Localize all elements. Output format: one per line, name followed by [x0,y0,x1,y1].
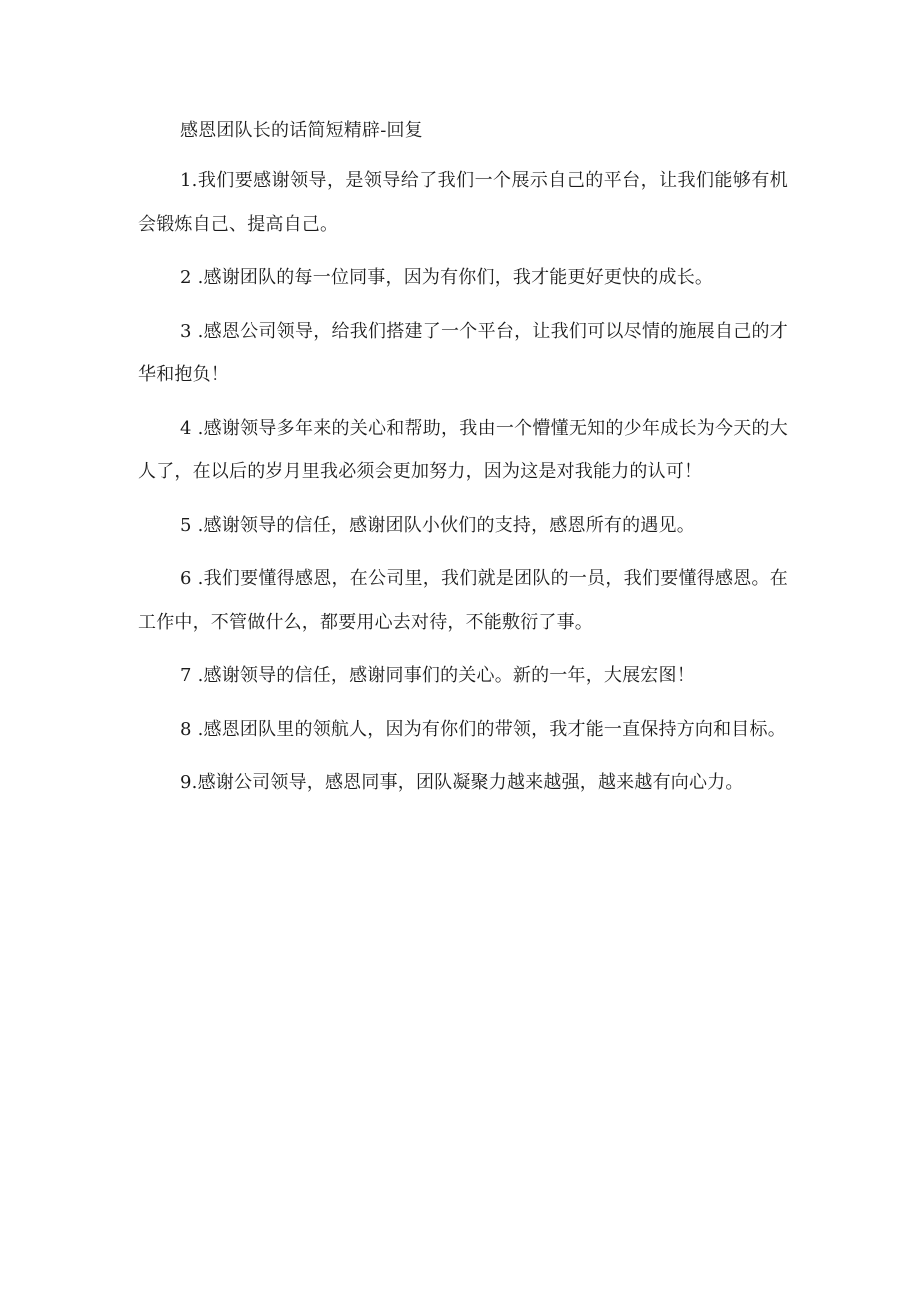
paragraph-2: 2 .感谢团队的每一位同事，因为有你们，我才能更好更快的成长。 [180,267,714,288]
paragraph-7: 7 .感谢领导的信任，感谢同事们的关心。新的一年，大展宏图！ [180,665,695,686]
paragraph-8: 8 .感恩团队里的领航人，因为有你们的带领，我才能一直保持方向和目标。 [180,718,786,740]
paragraph-4: 4 .感谢领导多年来的关心和帮助，我由一个懵懂无知的少年成长为今天的大人了，在以后的岁月里我必须会更加努力，因为这是对我能力的认可！ [138,417,788,482]
document-title: 感恩团队长的话简短精辟-回复 [180,120,423,141]
document-body [138,113,788,805]
paragraph-3: 3 .感恩公司领导，给我们搭建了一个平台，让我们可以尽情的施展自己的才华和抱负！ [138,320,788,385]
paragraph-9: 9.感谢公司领导，感恩同事，团队凝聚力越来越强，越来越有向心力。 [180,772,744,793]
paragraph-1: 1.我们要感谢领导，是领导给了我们一个展示自己的平台，让我们能够有机会锻炼自己、提高自己。 [138,170,788,235]
paragraph-6: 6 .我们要懂得感恩，在公司里，我们就是团队的一员，我们要懂得感恩。在工作中，不管做什么，都要用心去对待，不能敷衍了事。 [138,568,788,633]
paragraph-5: 5 .感谢领导的信任，感谢团队小伙们的支持，感恩所有的遇见。 [180,514,695,536]
